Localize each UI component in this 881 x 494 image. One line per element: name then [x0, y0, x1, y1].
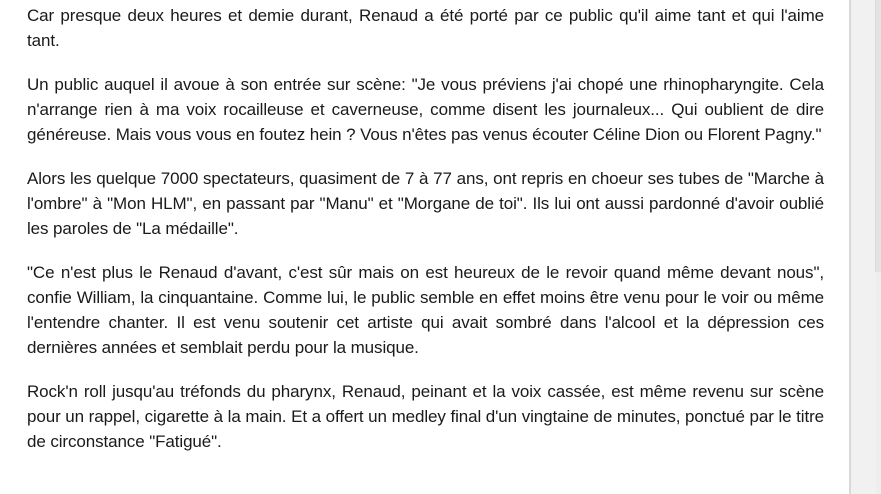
scrollbar-track[interactable] [876, 0, 881, 494]
scrollbar-thumb[interactable] [875, 0, 881, 272]
article-paragraph-2: Un public auquel il avoue à son entrée sur scène: "Je vous préviens j'ai chopé une rhinopharyngite. Cela n'arrange rien à ma voix rocailleuse et caverneuse, comme disent les journaleux... Qui oublient de dire généreuse. Mais vous vous en foutez hein ? Vous n'êtes pas venus écouter Céline Dion ou Florent Pagny." [27, 75, 824, 144]
article-paragraph-1: Car presque deux heures et demie durant, Renaud a été porté par ce public qu'il aime tant et qui l'aime tant. [27, 6, 824, 50]
right-side-panel [851, 0, 881, 494]
article-paragraph-5: Rock'n roll jusqu'au tréfonds du pharynx, Renaud, peinant et la voix cassée, est même revenu sur scène pour un rappel, cigarette à la main. Et a offert un medley final d'un vingtaine de minutes, ponctué par le titre de circonstance "Fatigué". [27, 382, 824, 451]
article-body [27, 3, 824, 473]
article-paragraph-3: Alors les quelque 7000 spectateurs, quasiment de 7 à 77 ans, ont repris en choeur ses tubes de "Marche à l'ombre" à "Mon HLM", en passant par "Manu" et "Morgane de toi". Ils lui ont aussi pardonné d'avoir oublié les paroles de "La médaille". [27, 169, 824, 238]
article-paragraph-4: "Ce n'est plus le Renaud d'avant, c'est sûr mais on est heureux de le revoir quand même devant nous", confie William, la cinquantaine. Comme lui, le public semble en effet moins être venu pour le voir ou même l'entendre chanter. Il est venu soutenir cet artiste qui avait sombré dans l'alcool et la dépression ces dernières années et semblait perdu pour la musique. [27, 263, 824, 357]
